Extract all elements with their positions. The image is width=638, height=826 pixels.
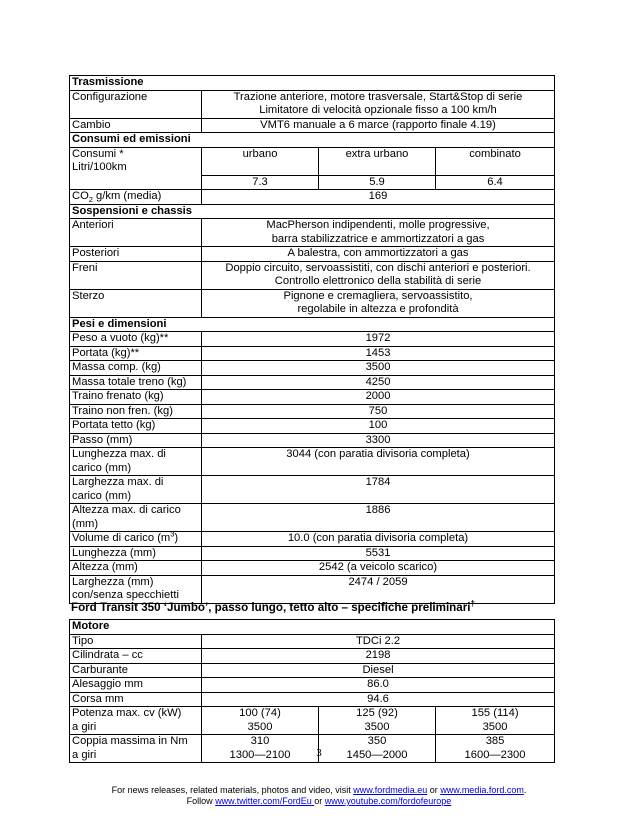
row-value-anteriori: MacPherson indipendenti, molle progressive, barra stabilizzatrice e ammortizzatori a gas <box>202 219 555 247</box>
link-fordmedia[interactable]: www.fordmedia.eu <box>353 785 428 795</box>
section-header-consumi: Consumi ed emissioni <box>70 133 555 148</box>
row-label-potenza: Potenza max. cv (kW) a giri <box>70 707 202 735</box>
row-label-passo: Passo (mm) <box>70 433 202 448</box>
link-twitter[interactable]: www.twitter.com/FordEu <box>215 796 315 806</box>
page-number: 3 <box>316 747 322 759</box>
row-value-volume-carico: 10.0 (con paratia divisoria completa) <box>202 532 555 547</box>
value-coppia-3: 385 1600—2300 <box>436 735 555 763</box>
row-value-cambio: VMT6 manuale a 6 marce (rapporto finale 4.19) <box>202 118 555 133</box>
footer-line-1: For news releases, related materials, photos and video, visit www.fordmedia.eu or www.media.ford.com. <box>111 785 527 795</box>
value-extra-urbano: 5.9 <box>319 175 436 190</box>
row-label-co2: $CO_2$ g/km (media) <box>70 190 202 205</box>
row-label-altezza: Altezza (mm) <box>70 561 202 576</box>
row-label-corsa: Corsa mm <box>70 692 202 707</box>
row-label-cilindrata: Cilindrata – cc <box>70 649 202 664</box>
row-value-sterzo: Pignone e cremagliera, servoassistito, regolabile in altezza e profondità <box>202 289 555 317</box>
row-value-portata: 1453 <box>202 346 555 361</box>
row-value-altezza: 2542 (a veicolo scarico) <box>202 561 555 576</box>
row-value-posteriori: A balestra, con ammortizzatori a gas <box>202 247 555 262</box>
row-value-larghezza: 2474 / 2059 <box>202 575 555 603</box>
section-header-trasmissione: Trasmissione <box>70 76 555 91</box>
row-value-tipo: TDCi 2.2 <box>202 634 555 649</box>
row-label-configurazione: Configurazione <box>70 90 202 118</box>
row-value-freni: Doppio circuito, servoassistiti, con dischi anteriori e posteriori. Controllo elettronico della stabilità di serie <box>202 261 555 289</box>
specs-table-1 <box>69 75 555 604</box>
row-value-peso-vuoto: 1972 <box>202 332 555 347</box>
row-label-anteriori: Anteriori <box>70 219 202 247</box>
section-header-motore: Motore <box>70 620 555 635</box>
row-label-massa-treno: Massa totale treno (kg) <box>70 375 202 390</box>
value-potenza-2: 125 (92) 3500 <box>319 707 436 735</box>
row-value-cilindrata: 2198 <box>202 649 555 664</box>
row-label-altezza-carico: Altezza max. di carico (mm) <box>70 504 202 532</box>
row-label-larghezza: Larghezza (mm) con/senza specchietti <box>70 575 202 603</box>
row-value-altezza-carico: 1886 <box>202 504 555 532</box>
row-label-volume-carico: Volume di carico $(m^3)$ <box>70 532 202 547</box>
row-value-lunghezza-carico: 3044 (con paratia divisoria completa) <box>202 448 555 476</box>
col-header-combinato: combinato <box>436 147 555 175</box>
row-value-lunghezza: 5531 <box>202 546 555 561</box>
section-header-pesi: Pesi e dimensioni <box>70 317 555 332</box>
section-header-sospensioni: Sospensioni e chassis <box>70 204 555 219</box>
row-label-freni: Freni <box>70 261 202 289</box>
row-value-passo: 3300 <box>202 433 555 448</box>
row-value-configurazione: Trazione anteriore, motore trasversale, Start&Stop di serie Limitatore di velocità opzionale fisso a 100 km/h <box>202 90 555 118</box>
row-value-alesaggio: 86.0 <box>202 678 555 693</box>
col-header-extra-urbano: extra urbano <box>319 147 436 175</box>
row-label-lunghezza: Lunghezza (mm) <box>70 546 202 561</box>
row-value-portata-tetto: 100 <box>202 419 555 434</box>
value-coppia-1: 310 1300—2100 <box>202 735 319 763</box>
value-combinato: 6.4 <box>436 175 555 190</box>
row-value-co2: 169 <box>202 190 555 205</box>
row-label-larghezza-carico: Larghezza max. di carico (mm) <box>70 476 202 504</box>
row-label-consumi: Consumi * Litri/100km <box>70 147 202 190</box>
col-header-urbano: urbano <box>202 147 319 175</box>
row-label-traino-frenato: Traino frenato (kg) <box>70 390 202 405</box>
row-value-traino-frenato: 2000 <box>202 390 555 405</box>
row-label-cambio: Cambio <box>70 118 202 133</box>
row-label-portata: Portata (kg)** <box>70 346 202 361</box>
row-label-coppia: Coppia massima in Nm a giri <box>70 735 202 763</box>
row-label-posteriori: Posteriori <box>70 247 202 262</box>
value-potenza-3: 155 (114) 3500 <box>436 707 555 735</box>
row-label-traino-non-frenato: Traino non fren. (kg) <box>70 404 202 419</box>
specs-table-2 <box>69 619 555 763</box>
footer-line-2: Follow www.twitter.com/FordEu or www.youtube.com/fordofeurope <box>186 796 452 806</box>
row-label-massa-comp: Massa comp. (kg) <box>70 361 202 376</box>
row-value-larghezza-carico: 1784 <box>202 476 555 504</box>
link-media-ford[interactable]: www.media.ford.com <box>440 785 524 795</box>
footer <box>0 785 638 807</box>
value-urbano: 7.3 <box>202 175 319 190</box>
row-value-traino-non-frenato: 750 <box>202 404 555 419</box>
row-label-portata-tetto: Portata tetto (kg) <box>70 419 202 434</box>
row-label-sterzo: Sterzo <box>70 289 202 317</box>
row-value-corsa: 94.6 <box>202 692 555 707</box>
row-label-alesaggio: Alesaggio mm <box>70 678 202 693</box>
value-coppia-2: 350 1450—2000 <box>319 735 436 763</box>
row-label-lunghezza-carico: Lunghezza max. di carico (mm) <box>70 448 202 476</box>
row-value-massa-treno: 4250 <box>202 375 555 390</box>
section-title-transit-350: Ford Transit 350 ‘Jumbo’, passo lungo, tetto alto – specifiche preliminari† <box>71 599 475 614</box>
row-label-carburante: Carburante <box>70 663 202 678</box>
link-youtube[interactable]: www.youtube.com/fordofeurope <box>324 796 452 806</box>
value-potenza-1: 100 (74) 3500 <box>202 707 319 735</box>
row-label-peso-vuoto: Peso a vuoto (kg)** <box>70 332 202 347</box>
row-value-massa-comp: 3500 <box>202 361 555 376</box>
row-value-carburante: Diesel <box>202 663 555 678</box>
row-label-tipo: Tipo <box>70 634 202 649</box>
